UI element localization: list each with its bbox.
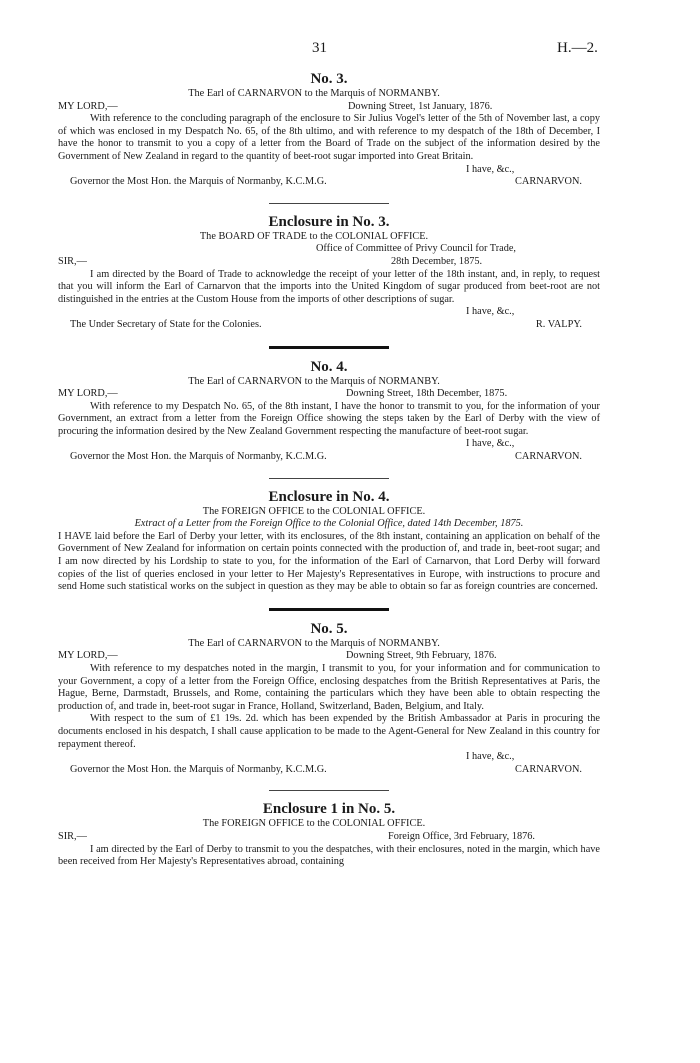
signature: CARNARVON. [515,451,582,463]
section-subtitle: The FOREIGN OFFICE to the COLONIAL OFFICE. [202,818,426,830]
page-header [0,40,700,60]
addressee: Governor the Most Hon. the Marquis of Normanby, K.C.M.G. [70,176,327,188]
section-enclosure-1-no-5 [58,800,600,868]
salutation: MY LORD,— [58,100,118,112]
section-no-3 [58,70,600,189]
closing: I have, &c., [466,306,515,318]
section-title: Enclosure in No. 3. [268,213,390,230]
closing: I have, &c., [466,438,515,450]
section-title: Enclosure in No. 4. [268,488,390,505]
signature: CARNARVON. [515,176,582,188]
signature: R. VALPY. [535,318,582,330]
section-enclosure-no-4 [58,488,600,594]
section-subtitle: The Earl of CARNARVON to the Marquis of NORMANBY. [188,88,440,99]
salutation: SIR,— [58,830,87,842]
place-date: Downing Street, 1st January, 1876. [348,100,493,112]
closing: I have, &c., [466,751,515,763]
addressee: Governor the Most Hon. the Marquis of Normanby, K.C.M.G. [70,763,327,775]
salutation: MY LORD,— [58,388,118,400]
section-no-4 [58,358,600,464]
section-subtitle: The FOREIGN OFFICE to the COLONIAL OFFICE. [202,505,426,517]
section-title: Enclosure 1 in No. 5. [262,801,396,818]
place-date: Downing Street, 9th February, 1876. [346,650,497,662]
divider [269,346,389,349]
letter-body: I HAVE laid before the Earl of Derby your letter, with its enclosures, of the 8th instant, containing an application on behalf of the Government of New Zealand for information on certain points connected with the production of, and trade in, beet-root sugar; and I am now directed by his Lordship to state to you, for the information of the Earl of Carnarvon, that Lord Derby will forward copies of the list of queries enclosed in your letter to Her Majesty's Representatives in Europe, with instructions to procure and send Home such statistical works on the subject in question as they may be able to obtain so far as foreign countries are concerned. [58,530,600,593]
divider [269,790,389,791]
section-title: No. 5. [310,620,348,637]
letter-body: With reference to my despatches noted in the margin, I transmit to you, for your information and for communication to your Government, a copy of a letter from the Foreign Office, enclosing despatches from the British Representatives at Paris, the Hague, Berne, Darmstadt, Brussels, and Rome, containing the particulars which they have been able to obtain respecting the production of, and trade in, beet-root sugar in France, Holland, Switzerland, Baden, Belgium, and Italy. [58,663,600,712]
section-subtitle: The BOARD OF TRADE to the COLONIAL OFFICE. [199,230,429,242]
signature: CARNARVON. [515,763,582,775]
document-reference: H.—2. [557,40,598,56]
addressee: The Under Secretary of State for the Colonies. [70,318,262,330]
page-number: 31 [312,40,327,56]
place-date: Downing Street, 18th December, 1875. [346,388,508,400]
letter-body: I am directed by the Board of Trade to acknowledge the receipt of your letter of the 18th instant, and, in reply, to request that you will inform the Earl of Carnarvon that the imports into the United Kingdom of sugar produced from beet-root are not distinguished in the entries at the Custom House from the imports of other descriptions of sugar. [58,268,600,305]
date: 28th December, 1875. [391,255,483,267]
salutation: SIR,— [58,255,87,267]
section-subtitle: The Earl of CARNARVON to the Marquis of NORMANBY. [188,637,440,649]
page-body [58,70,600,869]
addressee: Governor the Most Hon. the Marquis of Normanby, K.C.M.G. [70,451,327,463]
divider [269,203,389,204]
section-subtitle: The Earl of CARNARVON to the Marquis of NORMANBY. [188,375,440,387]
divider [269,608,389,611]
office-line: Office of Committee of Privy Council for Trade, [316,243,516,255]
section-enclosure-no-3 [58,213,600,332]
place-date: Foreign Office, 3rd February, 1876. [388,830,535,842]
letter-body: I am directed by the Earl of Derby to transmit to you the despatches, with their enclosures, noted in the margin, which have been received from Her Majesty's Representatives abroad, containing [58,843,600,868]
closing: I have, &c., [466,163,515,175]
salutation: MY LORD,— [58,650,118,662]
divider [269,478,389,479]
letter-body: With reference to the concluding paragraph of the enclosure to Sir Julius Vogel's letter of the 5th of November last, a copy of which was enclosed in my Despatch No. 65, of the 8th ultimo, and with reference to my despatch of the 18th of December, I have the honor to transmit to you a copy of a letter from the Board of Trade on the subject of the information desired by the Government of New Zealand in regard to the quantity of beet-root sugar imported into Great Britain. [58,113,600,162]
section-no-5 [58,620,600,777]
section-title: No. 4. [310,358,348,375]
letter-body-continued: With respect to the sum of £1 19s. 2d. which has been expended by the British Ambassador at Paris in procuring the documents enclosed in his despatch, I shall cause application to be made to the Agent-General for New Zealand in this country for repayment thereof. [58,713,600,750]
section-title: No. 3. [310,71,348,87]
letter-body: With reference to my Despatch No. 65, of the 8th instant, I have the honor to transmit to you, for the information of your Government, an extract from a letter from the Foreign Office showing the steps taken by the Earl of Derby with the view of procuring the information desired by the New Zealand Government respecting the manufacture of beet-root sugar. [58,400,600,437]
extract-heading: Extract of a Letter from the Foreign Office to the Colonial Office, dated 14th December, 1875. [134,518,524,530]
